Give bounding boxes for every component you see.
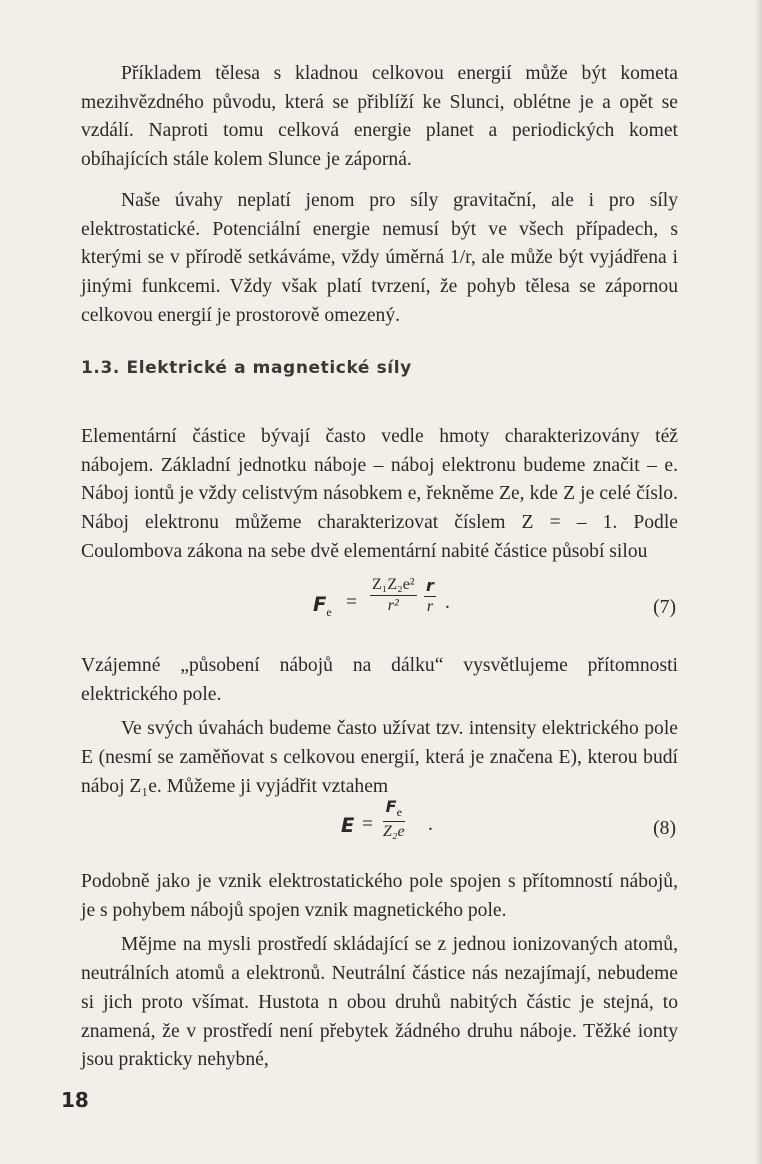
paragraph-action-at-distance: Vzájemné „působení nábojů na dálku“ vysvětlujeme přítomnosti elektrického pole. (81, 655, 678, 705)
paragraph-charge: Elementární částice bývají často vedle hmoty charakterizovány též nábojem. Základní jednotku náboje – náboj elektronu budeme značit – e. Náboj iontů je vždy celistvým násobkem e, řekněme Ze, kde Z je celé číslo. Náboj elektronu můžeme charakterizovat číslem Z = – 1. Podle Coulombova zákona na sebe dvě elementární nabité částice působí silou (81, 426, 678, 562)
equation-7-fraction: $\frac{\text{Z₁Z₂e²}}{\text{r²}}$ (372, 576, 415, 614)
equation-8-label: (8) (653, 818, 676, 839)
text-block-field (81, 652, 678, 802)
text-block-coulomb (81, 423, 678, 567)
paragraph-comet: Příkladem tělesa s kladnou celkovou energií může být kometa mezihvězdného původu, která se přiblíží ke Slunci, oblétne je a opět se vzdálí. Naproti tomu celková energie planet a periodických komet obíhajících stále kolem Slunce je záporná. (81, 63, 678, 171)
equation-7-label: (7) (653, 597, 676, 618)
equation-8-lhs: E (341, 814, 355, 837)
equation-7-unit-vector: $\frac{r}{r}$ (426, 576, 434, 615)
equation-7-period: . (445, 592, 450, 613)
paragraph-electrostatic: Naše úvahy neplatí jenom pro síly gravitační, ale i pro síly elektrostatické. Potenciální energie nemusí být ve všech případech, s kterými se v přírodě setkáváme, vždy úměrná 1/r, ale může být vyjádřena i jinými funkcemi. Vždy však platí tvrzení, že pohyb tělesa se zápornou celkovou energií je prostorově omezený. (81, 189, 678, 326)
paragraph-magnetic-field: Podobně jako je vznik elektrostatického pole spojen s přítomností nábojů, je s pohybem nábojů spojen vznik magnetického pole. (81, 871, 678, 921)
section-heading: 1.3. Elektrické a magnetické síly (81, 358, 412, 378)
text-block-magnetic (81, 868, 678, 1075)
page-edge-shadow (754, 0, 762, 1164)
paragraph-intensity: Ve svých úvahách budeme často užívat tzv. intensity elektrického pole E (nesmí se zaměňovat s celkovou energií, která je značena E), kterou budí náboj Z₁e. Můžeme ji vyjádřit vztahem (81, 718, 678, 797)
text-block-top (81, 60, 678, 330)
paragraph-plasma: Mějme na mysli prostředí skládající se z jednou ionizovaných atomů, neutrálních atomů a elektronů. Neutrální částice nás nezajímají, nebudeme si jich proto všímat. Hustota n obou druhů nabitých částic je stejná, to znamená, že v prostředí není přebytek žádného druhu náboje. Těžké ionty jsou prakticky nehybné, (81, 934, 678, 1071)
equation-7-lhs: $F_e$ (313, 593, 332, 619)
equation-8-equals: = (362, 814, 374, 835)
equation-7-equals: = (346, 592, 358, 613)
equation-8-fraction: $\frac{F_e}{\text{Z₂e}}$ (383, 797, 405, 841)
equation-8-period: . (428, 814, 433, 835)
page-number: 18 (61, 1088, 89, 1112)
